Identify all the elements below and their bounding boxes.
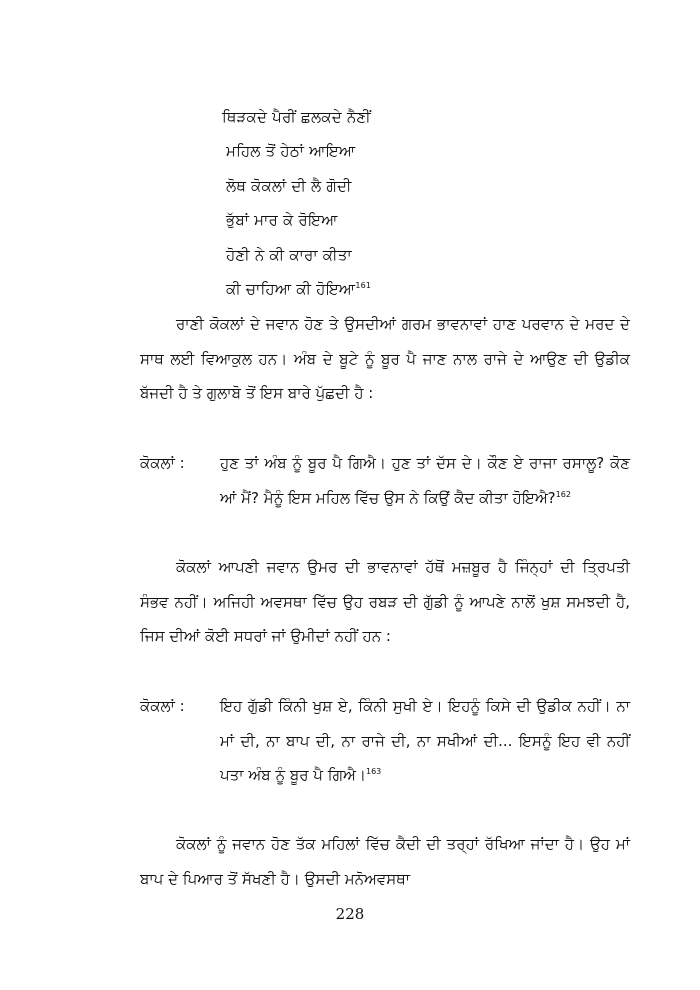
speech-text bbox=[220, 446, 630, 515]
verse-block bbox=[222, 100, 371, 306]
footnote-marker: 163 bbox=[366, 767, 382, 777]
paragraph-1: ਰਾਣੀ ਕੋਕਲਾਂ ਦੇ ਜਵਾਨ ਹੋਣ ਤੇ ਉਸਦੀਆਂ ਗਰਮ ਭਾਵਨਾਵਾਂ ਹਾਣ ਪਰਵਾਨ ਦੇ ਮਰਦ ਦੇ ਸਾਥ ਲਈ ਵਿਆਕੁਲ ਹਨ। ਅੰਬ ਦੇ ਬੂਟੇ ਨੂੰ ਬੂਰ ਪੈ ਜਾਣ ਨਾਲ ਰਾਜੇ ਦੇ ਆਉਣ ਦੀ ਉਡੀਕ ਬੱਜਦੀ ਹੈ ਤੇ ਗੁਲਾਬੋ ਤੋਂ ਇਸ ਬਾਰੇ ਪੁੱਛਦੀ ਹੈ : bbox=[140, 315, 630, 403]
dialog-1 bbox=[140, 446, 630, 515]
speech-content: ਹੁਣ ਤਾਂ ਅੰਬ ਨੂੰ ਬੂਰ ਪੈ ਗਿਐ। ਹੁਣ ਤਾਂ ਦੱਸ ਦੇ। ਕੌਣ ਏ ਰਾਜਾ ਰਸਾਲੂ? ਕੋਣ ਆਂ ਮੈਂ? ਮੈਨੂੰ ਇਸ ਮਹਿਲ ਵਿੱਚ ਉਸ ਨੇ ਕਿਉਂ ਕੈਦ ਕੀਤਾ ਹੋਇਐ? bbox=[220, 454, 630, 507]
speech-text bbox=[220, 689, 630, 793]
paragraph-3: ਕੋਕਲਾਂ ਨੂੰ ਜਵਾਨ ਹੋਣ ਤੱਕ ਮਹਿਲਾਂ ਵਿੱਚ ਕੈਦੀ ਦੀ ਤਰ੍ਹਾਂ ਰੱਖਿਆ ਜਾਂਦਾ ਹੈ। ਉਹ ਮਾਂ ਬਾਪ ਦੇ ਪਿਆਰ ਤੋਂ ਸੱਖਣੀ ਹੈ। ਉਸਦੀ ਮਨੋਅਵਸਥਾ bbox=[140, 835, 630, 888]
speaker-label: ਕੋਕਲਾਂ : bbox=[140, 454, 185, 472]
footnote-marker: 162 bbox=[555, 489, 571, 499]
verse-line: ਲੋਥ ਕੋਕਲਾਂ ਦੀ ਲੈ ਗੋਦੀ bbox=[226, 176, 352, 195]
footnote-marker: 161 bbox=[355, 280, 372, 290]
verse-line-text: ਕੀ ਚਾਹਿਆ ਕੀ ਹੋਇਆ bbox=[226, 279, 356, 298]
verse-line: ਭੁੱਬਾਂ ਮਾਰ ਕੇ ਰੋਇਆ bbox=[226, 211, 338, 230]
speaker-label: ਕੋਕਲਾਂ : bbox=[140, 697, 185, 715]
dialog-2 bbox=[140, 689, 630, 793]
paragraph-2: ਕੋਕਲਾਂ ਆਪਣੀ ਜਵਾਨ ਉਮਰ ਦੀ ਭਾਵਨਾਵਾਂ ਹੱਥੋਂ ਮਜ਼ਬੂਰ ਹੈ ਜਿੰਨ੍ਹਾਂ ਦੀ ਤ੍ਰਿਪਤੀ ਸੰਭਵ ਨਹੀਂ। ਅਜਿਹੀ ਅਵਸਥਾ ਵਿੱਚ ਉਹ ਰਬੜ ਦੀ ਗੁੱਡੀ ਨੂੰ ਆਪਣੇ ਨਾਲੋਂ ਖੁਸ਼ ਸਮਝਦੀ ਹੈ, ਜਿਸ ਦੀਆਂ ਕੋਈ ਸਧਰਾਂ ਜਾਂ ਉਮੀਦਾਂ ਨਹੀਂ ਹਨ : bbox=[140, 558, 630, 646]
verse-line: ਹੋਣੀ ਨੇ ਕੀ ਕਾਰਾ ਕੀਤਾ bbox=[226, 245, 352, 264]
verse-line: ਥਿੜਕਦੇ ਪੈਰੀਂ ਛਲਕਦੇ ਨੈਣੀਂ bbox=[222, 108, 371, 126]
page-number: 228 bbox=[335, 905, 365, 923]
verse-line: ਮਹਿਲ ਤੋਂ ਹੇਠਾਂ ਆਇਆ bbox=[226, 142, 356, 161]
speech-content: ਇਹ ਗੁੱਡੀ ਕਿੰਨੀ ਖੁਸ਼ ਏ, ਕਿੰਨੀ ਸੁਖੀ ਏ। ਇਹਨੂੰ ਕਿਸੇ ਦੀ ਉਡੀਕ ਨਹੀਂ। ਨਾ ਮਾਂ ਦੀ, ਨਾ ਬਾਪ ਦੀ, ਨਾ ਰਾਜੇ ਦੀ, ਨਾ ਸਖੀਆਂ ਦੀ... ਇਸਨੂੰ ਇਹ ਵੀ ਨਹੀਂ ਪਤਾ ਅੰਬ ਨੂੰ ਬੂਰ ਪੈ ਗਿਐ। bbox=[220, 697, 630, 785]
verse-line-last bbox=[222, 272, 371, 306]
